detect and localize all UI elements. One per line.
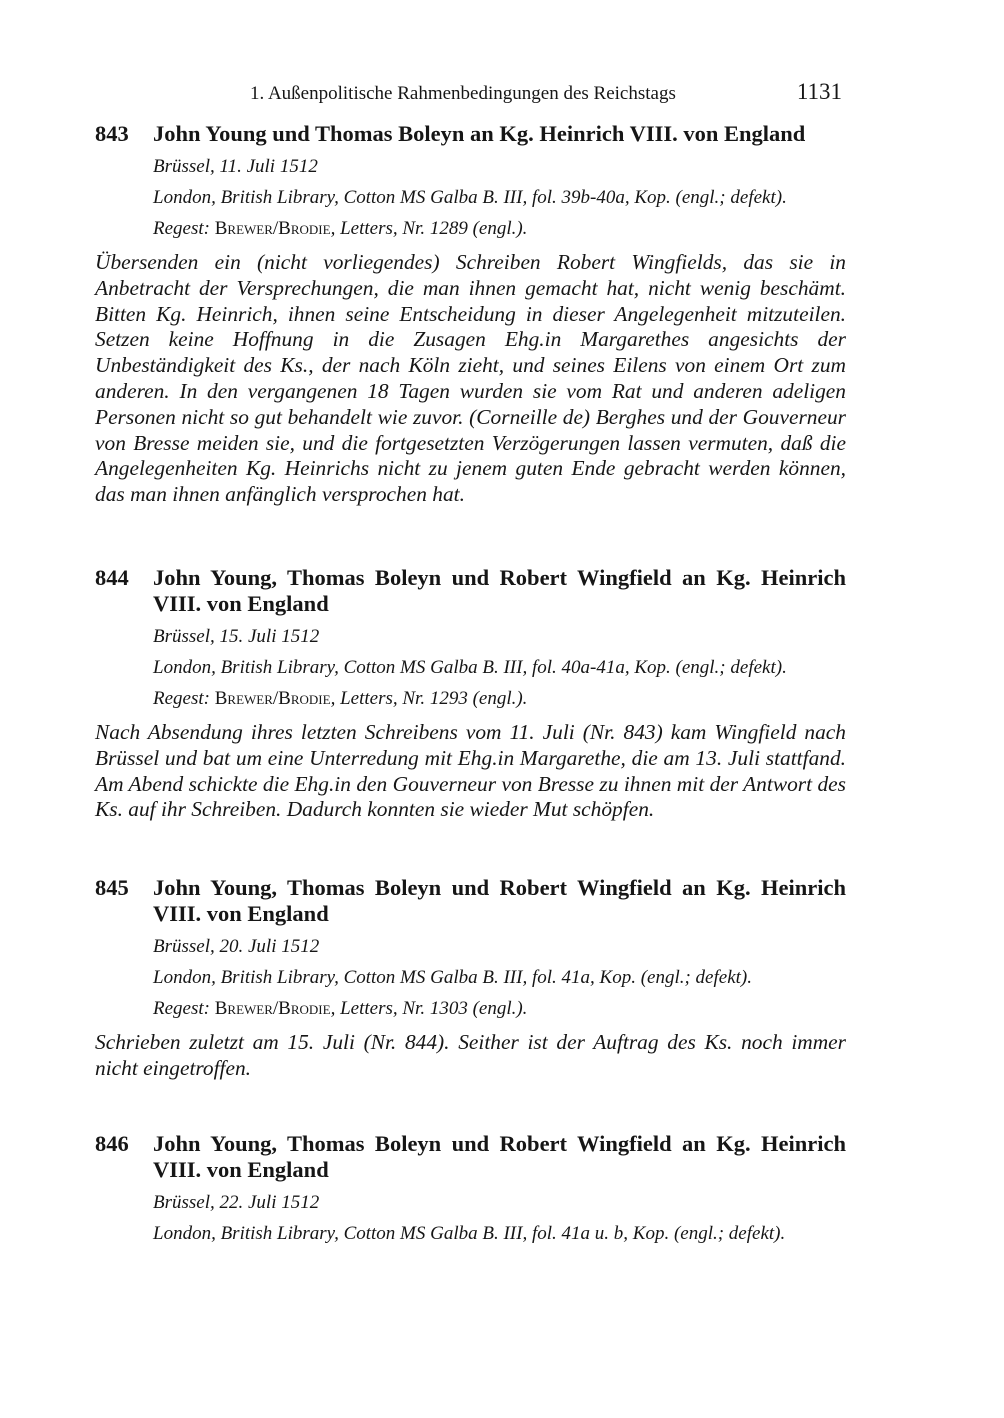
entry-regest	[153, 999, 846, 1019]
running-head	[95, 79, 846, 109]
page-number: 1131	[796, 79, 842, 104]
entry-number: 845	[95, 875, 129, 900]
entry-regest	[153, 689, 846, 709]
running-head-title: 1. Außenpolitische Rahmenbedingungen des Reichstags	[250, 83, 676, 104]
entry-source: London, British Library, Cotton MS Galba B. III, fol. 41a u. b, Kop. (engl.; defekt).	[153, 1223, 786, 1244]
entry-summary: Schrieben zuletzt am 15. Juli (Nr. 844). Seither ist der Auftrag des Ks. noch immer nicht eingetroffen.	[95, 1030, 846, 1080]
regest-reference: , Letters, Nr. 1289 (engl.).	[330, 218, 528, 239]
entry-heading	[95, 565, 846, 617]
entry-place-date: Brüssel, 20. Juli 1512	[153, 936, 320, 957]
regest-reference: , Letters, Nr. 1303 (engl.).	[330, 998, 528, 1019]
entry-title: John Young, Thomas Boleyn und Robert Wingfield an Kg. Heinrich VIII. von England	[153, 565, 846, 616]
entry-place-date: Brüssel, 15. Juli 1512	[153, 626, 320, 647]
entry-845	[95, 875, 846, 1082]
entry-heading	[95, 875, 846, 927]
regest-label: Regest:	[153, 218, 210, 239]
entry-source: London, British Library, Cotton MS Galba B. III, fol. 40a-41a, Kop. (engl.; defekt).	[153, 657, 787, 678]
entry-number: 843	[95, 121, 129, 146]
regest-authors: Brewer/Brodie	[214, 218, 331, 239]
entry-summary: Nach Absendung ihres letzten Schreibens vom 11. Juli (Nr. 843) kam Wingfield nach Brüssel und bat um eine Unterredung mit Ehg.in Margarethe, die am 13. Juli stattfand. Am Abend schickte die Ehg.in den Gouverneur von Bresse zu ihnen mit der Antwort des Ks. auf ihr Schreiben. Dadurch konnten sie wieder Mut schöpfen.	[95, 720, 846, 822]
regest-authors: Brewer/Brodie	[214, 998, 331, 1019]
regest-label: Regest:	[153, 998, 210, 1019]
entry-title: John Young, Thomas Boleyn und Robert Wingfield an Kg. Heinrich VIII. von England	[153, 1131, 846, 1182]
regest-reference: , Letters, Nr. 1293 (engl.).	[330, 688, 528, 709]
entry-place-date: Brüssel, 22. Juli 1512	[153, 1192, 320, 1213]
entry-source: London, British Library, Cotton MS Galba B. III, fol. 39b-40a, Kop. (engl.; defekt).	[153, 187, 787, 208]
entry-summary: Übersenden ein (nicht vorliegendes) Schreiben Robert Wingfields, das sie in Anbetracht der Versprechungen, die man ihnen gemacht hat, nicht wenig beschämt. Bitten Kg. Heinrich, ihnen seine Entscheidung in dieser Angelegenheit mitzuteilen. Setzen keine Hoffnung in die Zusagen Ehg.in Margarethes angesichts der Unbeständigkeit des Ks., der nach Köln zieht, und seines Eilens von einem Ort zum anderen. In den vergangenen 18 Tagen wurden sie vom Rat und anderen adeligen Personen nicht so gut behandelt wie zuvor. (Corneille de) Berghes und der Gouverneur von Bresse meiden sie, und die fortgesetzten Verzögerungen lassen vermuten, daß die Angelegenheiten Kg. Heinrichs nicht zu jenem guten Ende gebracht werden können, das man ihnen anfänglich versprochen hat.	[95, 250, 846, 507]
entry-844	[95, 565, 846, 823]
regest-authors: Brewer/Brodie	[214, 688, 331, 709]
entry-regest	[153, 219, 846, 239]
entry-843	[95, 121, 846, 508]
entry-number: 844	[95, 565, 129, 590]
entry-source: London, British Library, Cotton MS Galba B. III, fol. 41a, Kop. (engl.; defekt).	[153, 967, 752, 988]
entry-heading	[95, 121, 846, 147]
entry-title: John Young und Thomas Boleyn an Kg. Heinrich VIII. von England	[153, 121, 806, 146]
entry-heading	[95, 1131, 846, 1183]
entry-number: 846	[95, 1131, 129, 1156]
regest-label: Regest:	[153, 688, 210, 709]
entry-title: John Young, Thomas Boleyn und Robert Wingfield an Kg. Heinrich VIII. von England	[153, 875, 846, 926]
entry-place-date: Brüssel, 11. Juli 1512	[153, 156, 318, 177]
entry-846	[95, 1131, 846, 1244]
